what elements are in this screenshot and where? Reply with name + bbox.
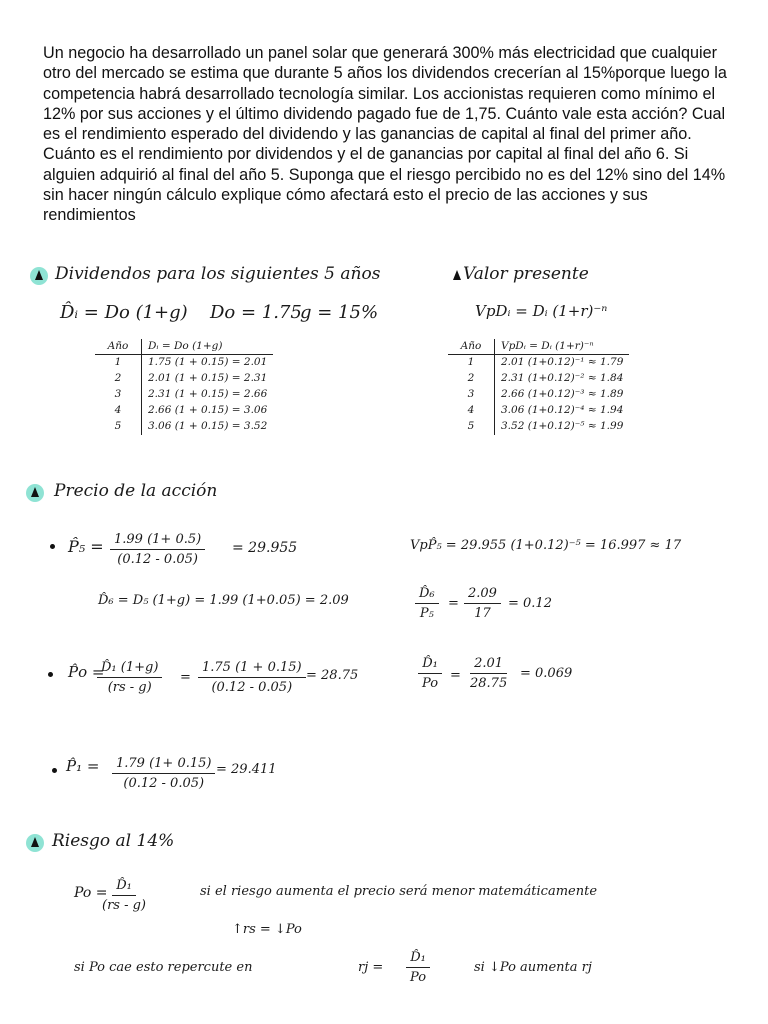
year-cell: 1 [95,355,142,372]
year-cell: 2 [448,371,495,387]
bullet-triangle-icon [453,270,461,280]
value-cell: 2.01 (1+0.12)⁻¹ ≈ 1.79 [501,356,624,368]
value-cell: 1.75 (1 + 0.15) = 2.01 [148,356,268,368]
bullet-triangle-icon [35,270,43,280]
section-title: Valor presente [463,264,589,284]
fraction-numerator: D̂₁ (1+g) [97,660,162,678]
p0-result: = 28.75 [306,668,359,683]
fraction-denominator: Po [410,970,427,985]
fraction-denominator: 28.75 [470,676,508,691]
rj-label: rj = [358,960,384,975]
p0-values-fraction [198,660,306,695]
dividend-table [95,339,273,435]
fraction-denominator: (rs - g) [102,898,147,913]
table-row [95,387,273,403]
table-row [448,355,629,372]
value-cell: 2.31 (1+0.12)⁻² ≈ 1.84 [501,372,624,384]
year-cell: 5 [448,419,495,435]
p5-fraction [110,532,205,567]
bullet-triangle-icon [31,837,39,847]
fraction-denominator: Po [422,676,439,691]
fraction-numerator: D̂₁ [112,878,136,896]
fraction-denominator: (0.12 - 0.05) [211,680,293,695]
value-cell: 3.52 (1+0.12)⁻⁵ ≈ 1.99 [501,420,624,432]
table-row [448,403,629,419]
fraction-denominator: (rs - g) [107,680,152,695]
fraction-numerator: D̂₁ [418,656,442,674]
present-value-table [448,339,629,435]
p1-fraction [112,756,215,791]
d1-over-p0 [418,656,442,691]
rj-conclusion: si ↓Po aumenta rj [474,960,592,975]
value-cell: 2.66 (1 + 0.15) = 3.06 [148,404,268,416]
section-title: Dividendos para los siguientes 5 años [55,264,381,284]
d1-over-p0-values [466,656,511,691]
year-cell: 4 [448,403,495,419]
table-header: Año [95,339,142,355]
risk-p0-label: Po = [74,885,108,901]
fraction-numerator: 1.75 (1 + 0.15) [198,660,306,678]
fraction-numerator: D̂₁ [406,950,430,968]
year-cell: 5 [95,419,142,435]
table-row [95,355,273,372]
problem-statement: Un negocio ha desarrollado un panel solar que generará 300% más electricidad que cualquier otro del mercado se estima que durante 5 años los dividendos crecerían al 15%porque luego la competencia habrá desarrollado tecnología similar. Los accionistas requieren como mínimo el 12% por sus acciones y el último dividendo pagado fue de 1,75. Cuánto vale esta acción? Cual es el rendimiento esperado del dividendo y las ganancias de capital al final del primer año. Cuánto es el rendimiento por dividendos y el de ganancias por capital al final del año 6. Si alguien adquirió al final del año 5. Suponga que el riesgo percibido no es del 12% sino del 14% sin hacer ningún cálculo explique cómo afectará esto el precio de las acciones y sus rendimientos [43,44,727,225]
equals: = [450,668,461,683]
d1-p0-result: = 0.069 [520,666,573,681]
fraction-numerator: 1.99 (1+ 0.5) [110,532,205,550]
list-bullet [48,672,53,677]
year-cell: 2 [95,371,142,387]
year-cell: 3 [448,387,495,403]
rj-fraction [406,950,430,985]
table-header: Año [448,339,495,355]
value-cell: 3.06 (1 + 0.15) = 3.52 [148,420,268,432]
table-header: VpDᵢ = Dᵢ (1+r)⁻ⁿ [495,339,630,355]
table-header: Dᵢ = Do (1+g) [142,339,274,355]
present-value-formula: VpDᵢ = Dᵢ (1+r)⁻ⁿ [475,302,608,320]
table-row [95,371,273,387]
risk-explanation: si el riesgo aumenta el precio será menor matemáticamente [200,884,598,899]
p0-label: P̂o = [68,663,105,681]
d6-p5-result: = 0.12 [508,596,552,611]
risk-p0-fraction [98,878,150,913]
year-cell: 1 [448,355,495,372]
value-cell: 2.31 (1 + 0.15) = 2.66 [148,388,268,400]
vp-p5: VpP̂₅ = 29.955 (1+0.12)⁻⁵ = 16.997 ≈ 17 [410,538,682,553]
section-title: Riesgo al 14% [52,831,175,851]
list-bullet [52,768,57,773]
value-cell: 3.06 (1+0.12)⁻⁴ ≈ 1.94 [501,404,624,416]
value-cell: 2.01 (1 + 0.15) = 2.31 [148,372,268,384]
given-d0: Do = 1.75 [210,302,302,323]
table-row [448,419,629,435]
given-g: g = 15% [300,302,379,323]
fraction-denominator: P₅ [419,606,434,621]
year-cell: 3 [95,387,142,403]
equals: = [180,670,191,685]
d6-over-p5-values [464,586,501,621]
section-title: Precio de la acción [54,481,218,501]
value-cell: 2.66 (1+0.12)⁻³ ≈ 1.89 [501,388,624,400]
risk-arrow-relation: ↑rs = ↓Po [232,922,302,937]
p1-label: P̂₁ = [66,757,100,775]
bullet-triangle-icon [31,487,39,497]
year-cell: 4 [95,403,142,419]
fraction-numerator: 2.01 [470,656,507,674]
p5-label: P̂₅ = [68,537,104,556]
equals: = [448,596,459,611]
d6-over-p5 [415,586,439,621]
fraction-numerator: D̂₆ [415,586,439,604]
fraction-denominator: 17 [474,606,491,621]
fraction-denominator: (0.12 - 0.05) [117,552,198,567]
dividend-formula: D̂ᵢ = Do (1+g) [60,302,188,323]
table-row [448,371,629,387]
table-row [95,403,273,419]
p0-fraction [97,660,162,695]
fraction-numerator: 2.09 [464,586,501,604]
list-bullet [50,544,55,549]
d6-calc: D̂₆ = D₅ (1+g) = 1.99 (1+0.05) = 2.09 [98,593,349,608]
p5-result: = 29.955 [232,540,298,556]
p1-result: = 29.411 [216,762,277,777]
fraction-denominator: (0.12 - 0.05) [123,776,205,791]
fraction-numerator: 1.79 (1+ 0.15) [112,756,215,774]
table-row [95,419,273,435]
risk-repercussion: si Po cae esto repercute en [74,960,253,975]
table-row [448,387,629,403]
